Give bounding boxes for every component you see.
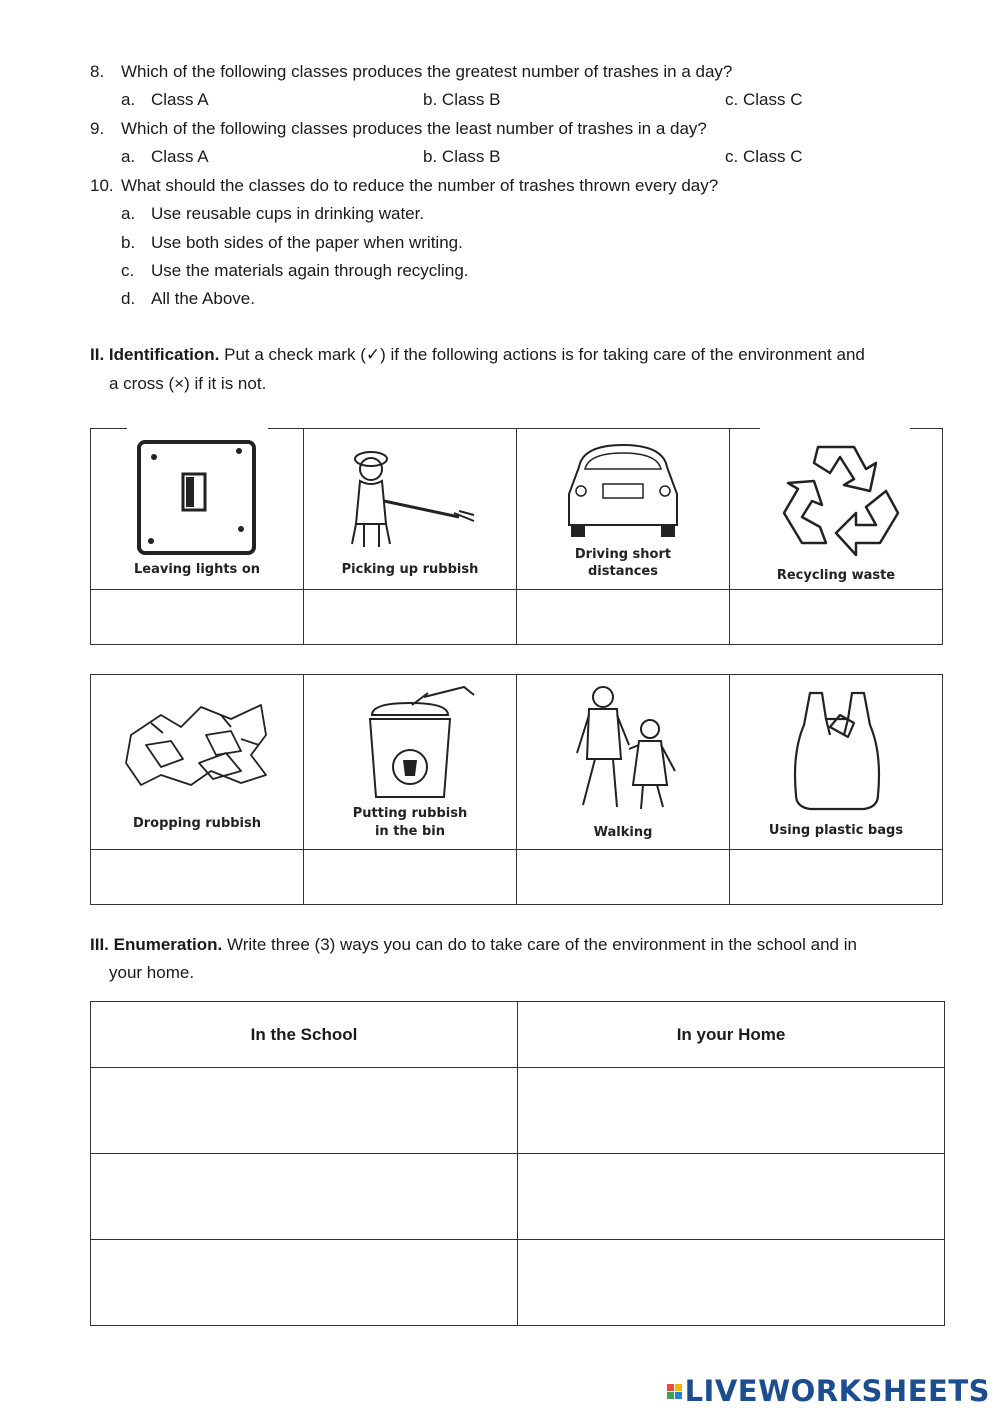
home-answer-1[interactable] — [518, 1068, 945, 1154]
enumeration-instruction-2: your home. — [109, 963, 195, 982]
home-answer-3[interactable] — [518, 1240, 945, 1326]
picture-cell-driving — [517, 429, 730, 590]
enumeration-instruction: III. Enumeration. Write three (3) ways you can do to take care of the environment in the school and in — [90, 935, 857, 954]
header-in-your-home: In your Home — [518, 1002, 945, 1068]
caption-walking: Walking — [593, 825, 653, 840]
answer-box-driving[interactable] — [517, 590, 730, 645]
header-in-the-school: In the School — [91, 1002, 518, 1068]
q10-option-c: c. Use the materials again through recycling. — [121, 261, 469, 280]
q10-option-d: d. All the Above. — [121, 289, 255, 308]
answer-box-plastic-bags[interactable] — [730, 850, 943, 905]
q10-option-b: b. Use both sides of the paper when writing. — [121, 233, 463, 252]
logo-mark-icon — [667, 1384, 682, 1399]
caption-recycling: Recycling waste — [776, 568, 896, 583]
home-answer-2[interactable] — [518, 1154, 945, 1240]
question-9: 9. Which of the following classes produces the least number of trashes in a day? — [90, 119, 707, 138]
caption-picking-rubbish: Picking up rubbish — [341, 562, 479, 577]
caption-driving-line1: Driving short — [574, 547, 672, 562]
picture-cell-plastic-bags — [730, 675, 943, 850]
caption-leaving-lights: Leaving lights on — [133, 562, 261, 577]
caption-bin-line2: in the bin — [374, 824, 446, 839]
q9-option-a: a. Class A — [121, 147, 209, 166]
caption-plastic-bags: Using plastic bags — [768, 823, 904, 838]
question-8: 8. Which of the following classes produces the greatest number of trashes in a day? — [90, 62, 733, 81]
identification-instruction-2: a cross (×) if it is not. — [109, 374, 267, 393]
answer-box-picking-rubbish[interactable] — [304, 590, 517, 645]
q9-option-b: b. Class B — [423, 147, 501, 166]
answer-box-leaving-lights[interactable] — [91, 590, 304, 645]
identification-title: II. Identification. — [90, 345, 220, 364]
identification-table-1 — [90, 428, 943, 645]
q10-option-a: a. Use reusable cups in drinking water. — [121, 204, 425, 223]
enumeration-table — [90, 1001, 945, 1326]
q8-option-c: c. Class C — [725, 90, 803, 109]
liveworksheets-logo — [667, 1374, 990, 1408]
border-gap — [760, 426, 910, 430]
caption-driving-line2: distances — [587, 564, 658, 579]
identification-instruction: II. Identification. Put a check mark (✓) if the following actions is for taking care of the environment and — [90, 345, 865, 364]
picture-cell-picking-rubbish — [304, 429, 517, 590]
q8-option-a: a. Class A — [121, 90, 209, 109]
school-answer-1[interactable] — [91, 1068, 518, 1154]
answer-box-walking[interactable] — [517, 850, 730, 905]
question-10: 10. What should the classes do to reduce the number of trashes thrown every day? — [90, 176, 719, 195]
picture-cell-leaving-lights — [91, 429, 304, 590]
caption-dropping-rubbish: Dropping rubbish — [132, 816, 261, 831]
answer-box-bin[interactable] — [304, 850, 517, 905]
picture-cell-walking — [517, 675, 730, 850]
answer-box-recycling[interactable] — [730, 590, 943, 645]
identification-table-2 — [90, 674, 943, 905]
q8-option-b: b. Class B — [423, 90, 501, 109]
logo-text: LIVEWORKSHEETS — [684, 1374, 990, 1408]
caption-bin-line1: Putting rubbish — [352, 806, 468, 821]
school-answer-2[interactable] — [91, 1154, 518, 1240]
recycle-icon — [730, 429, 942, 590]
q9-option-c: c. Class C — [725, 147, 803, 166]
school-answer-3[interactable] — [91, 1240, 518, 1326]
picture-cell-recycling — [730, 429, 943, 590]
enumeration-title: III. Enumeration. — [90, 935, 223, 954]
answer-box-dropping-rubbish[interactable] — [91, 850, 304, 905]
picture-cell-bin — [304, 675, 517, 850]
picture-cell-dropping-rubbish — [91, 675, 304, 850]
border-gap — [127, 426, 268, 430]
